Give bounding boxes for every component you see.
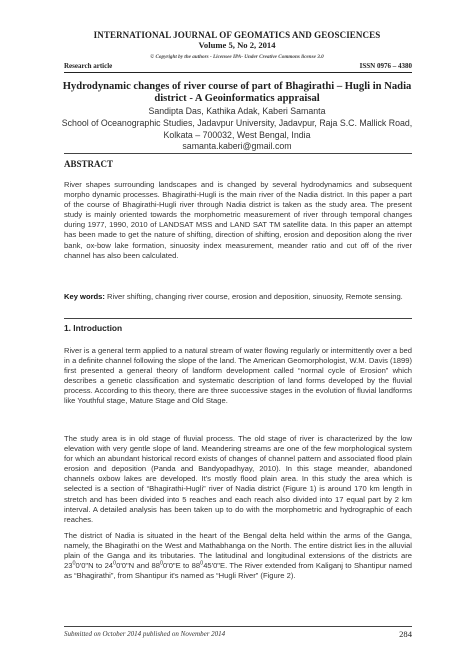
- degree-sup: 0: [159, 560, 164, 567]
- footer-divider: [64, 626, 412, 627]
- introduction-heading: 1. Introduction: [64, 323, 123, 333]
- p3-part-a: The district of Nadia is situated in the heart of the Bengal delta held within the arms of the Ganga, namely, the Bhagirathi on the West and Mathabhanga on the North. The entire district lies in the alluvial plain of the Ganga and its tributaries. The latitudinal and longitudinal extensions of the districts are 23: [64, 531, 412, 571]
- p3-part-e: 45'0"E. The River extended from Kaliganj to Shantipur named as “Bhagirathi”, from Shantipur it's named as “Hugli River” (Figure 2).: [64, 561, 412, 581]
- degree-sup: 0: [113, 560, 117, 567]
- affiliation-location: Kolkata – 700032, West Bengal, India: [163, 130, 311, 140]
- p3-part-c: 0'0"N and 88: [116, 561, 160, 571]
- page-number: 284: [399, 629, 412, 639]
- paper-title: Hydrodynamic changes of river course of part of Bhagirathi – Hugli in Nadia district - A Geoinformatics appraisal: [62, 81, 412, 104]
- abstract-body: River shapes surrounding landscapes and is changed by several hydrodynamics and subsequent morpho dynamic processes. Bhagirathi-Hugli is the main river of the Nadia district. In this paper a part of the course of Bhagirathi-Hugli river through Nadia district is taken as the study area. The present study is mainly oriented towards the morphometric measurement of river through temporal changes during 1977, 1990, 2010 of LANDSAT MSS and LAND SAT TM satellite data. In this paper an attempt has been made to get the nature of shifting, direction of shifting, erosion and deposition along the river bank, ox-bow lake formation, sinuosity index measurement, meander ratio and cut off of the river channel has also been calculated.: [64, 180, 412, 260]
- introduction-paragraph-2: The study area is in old stage of fluvial process. The old stage of river is characterized by the low elevation with very gentle slope of land. Meandering streams are one of the few morphological system for which an abundant historical record exists of changes of channel pattern and associated flood plain erosion and deposition (Panda and Bandyopadhyay, 2010). In this stage meander, abandoned channels oxbow lakes are developed. It's mostly flood plain area. In this study the area which is selected is a section of “Bhagirathi-Hugli” river of Nadia district (Figure 1) is around 170 km length in stretch and has been divided into 5 reaches and each reach also divided into 17 equal part by 2 km interval. A detailed analysis has been taken up to do with the morphometric and hydrographic of each reaches.: [64, 434, 412, 524]
- affiliation: School of Oceanographic Studies, Jadavpur University, Jadavpur, Raja S.C. Mallick Road,: [61, 118, 413, 128]
- introduction-paragraph-3: [64, 531, 412, 581]
- issn: ISSN 0976 – 4380: [359, 62, 412, 70]
- p3-part-b: 0'0"N to 24: [75, 561, 114, 571]
- divider-middle: [64, 318, 412, 319]
- divider-top: [64, 153, 412, 154]
- keywords-text: River shifting, changing river course, erosion and deposition, sinuosity, Remote sensing.: [104, 292, 403, 301]
- journal-volume: Volume 5, No 2, 2014: [198, 40, 276, 50]
- copyright-notice: © Copyright by the authors - Licensee IPA- Under Creative Commons license 3.0: [150, 54, 324, 60]
- keywords-label: Key words:: [64, 292, 105, 301]
- author-list: Sandipta Das, Kathika Adak, Kaberi Samanta: [148, 106, 326, 116]
- degree-sup: 0: [200, 560, 204, 567]
- journal-name: INTERNATIONAL JOURNAL OF GEOMATICS AND GEOSCIENCES: [93, 30, 381, 40]
- article-type: Research article: [64, 62, 113, 70]
- abstract-heading: ABSTRACT: [64, 159, 114, 169]
- degree-sup: 0: [72, 560, 76, 567]
- submission-note: Submitted on October 2014 published on November 2014: [64, 630, 226, 638]
- p3-part-d: 0'0"E to 88: [163, 561, 201, 571]
- author-email: samanta.kaberi@gmail.com: [182, 141, 292, 151]
- keywords: [64, 292, 412, 302]
- article-meta-line: [64, 62, 412, 73]
- introduction-paragraph-1: River is a general term applied to a natural stream of water flowing regularly or intermittently over a bed in a definite channel following the slope of the land. The American Geomorphologist, W.M. Davis (1899) first presented a general theory of landform development called “normal cycle of Erosion” which describes a genetic classification and systematic description of land forms developed by the fluvial process. According to this theory, there are three successive stages in the evolution of fluvial landforms like Youthful stage, Mature Stage and Old Stage.: [64, 346, 412, 406]
